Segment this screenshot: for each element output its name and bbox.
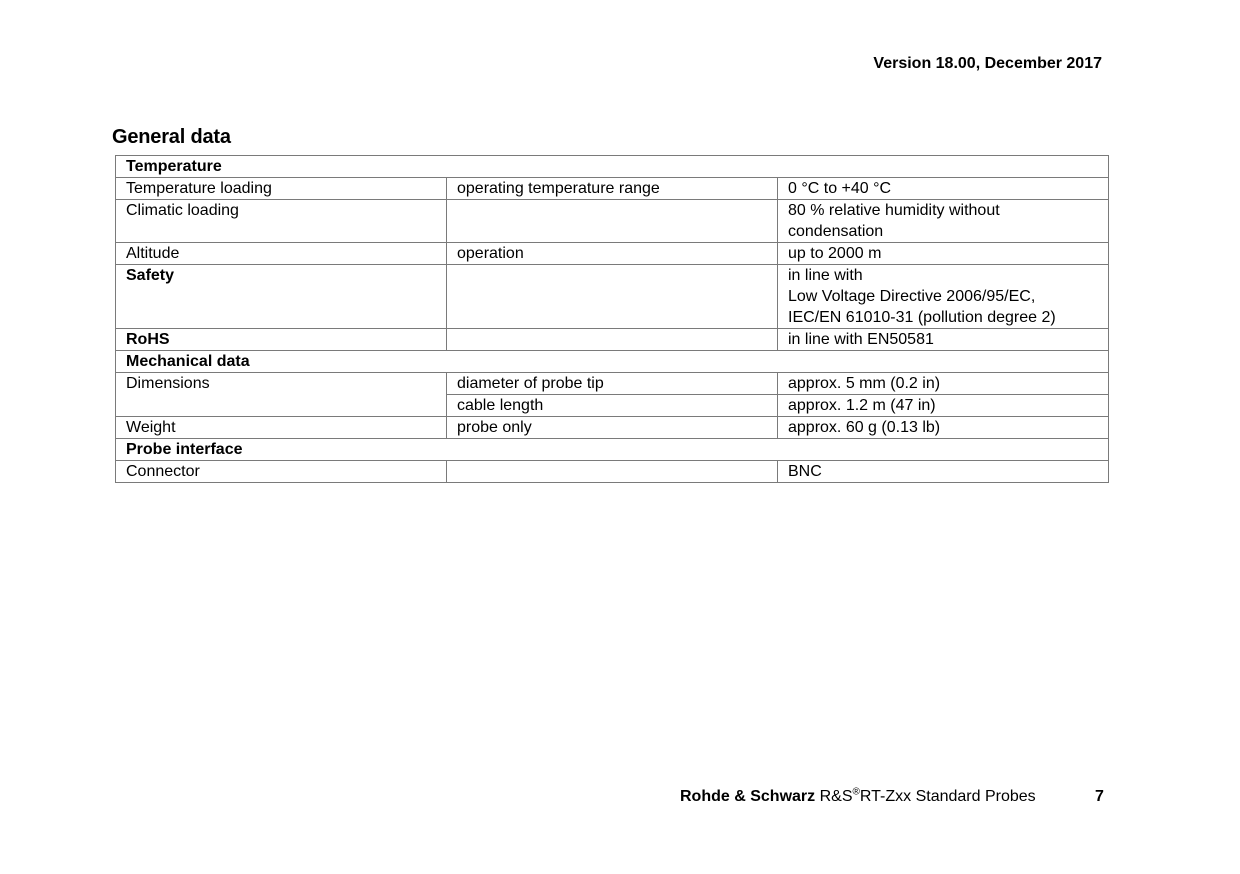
row-value: up to 2000 m bbox=[778, 243, 1109, 265]
section-title: General data bbox=[112, 126, 231, 148]
row-parameter bbox=[447, 200, 778, 243]
safety-line: IEC/EN 61010-31 (pollution degree 2) bbox=[788, 309, 1056, 326]
group-heading-mechanical: Mechanical data bbox=[116, 351, 1109, 373]
row-value: approx. 60 g (0.13 lb) bbox=[778, 417, 1109, 439]
table-row bbox=[116, 329, 1109, 351]
general-data-table bbox=[115, 155, 1109, 483]
row-value: 0 °C to +40 °C bbox=[778, 178, 1109, 200]
row-label: Climatic loading bbox=[116, 200, 447, 243]
table-row bbox=[116, 200, 1109, 243]
table-row bbox=[116, 265, 1109, 329]
table-row bbox=[116, 461, 1109, 483]
footer-product-name: RT-Zxx Standard Probes bbox=[859, 788, 1036, 805]
table-row bbox=[116, 178, 1109, 200]
row-label-dimensions: Dimensions bbox=[116, 373, 447, 417]
group-heading-temperature: Temperature bbox=[116, 156, 1109, 178]
table-row bbox=[116, 156, 1109, 178]
row-value-safety bbox=[778, 265, 1109, 329]
row-label: Altitude bbox=[116, 243, 447, 265]
row-parameter bbox=[447, 461, 778, 483]
row-label-safety: Safety bbox=[116, 265, 447, 329]
registered-mark: ® bbox=[852, 786, 860, 798]
row-parameter: probe only bbox=[447, 417, 778, 439]
page-number: 7 bbox=[1095, 788, 1104, 805]
safety-line: in line with bbox=[788, 267, 863, 284]
row-parameter bbox=[447, 329, 778, 351]
row-value: BNC bbox=[778, 461, 1109, 483]
page-footer bbox=[680, 786, 1036, 808]
safety-line: Low Voltage Directive 2006/95/EC, bbox=[788, 288, 1036, 305]
row-parameter: operating temperature range bbox=[447, 178, 778, 200]
row-parameter: operation bbox=[447, 243, 778, 265]
row-value: approx. 1.2 m (47 in) bbox=[778, 395, 1109, 417]
row-label: Temperature loading bbox=[116, 178, 447, 200]
footer-product bbox=[820, 788, 1036, 805]
row-value: approx. 5 mm (0.2 in) bbox=[778, 373, 1109, 395]
table-row bbox=[116, 351, 1109, 373]
row-parameter: cable length bbox=[447, 395, 778, 417]
footer-product-prefix: R&S bbox=[819, 788, 853, 805]
row-value: 80 % relative humidity without condensation bbox=[778, 200, 1109, 243]
table-row bbox=[116, 417, 1109, 439]
row-parameter bbox=[447, 265, 778, 329]
row-label: Connector bbox=[116, 461, 447, 483]
table-row bbox=[116, 373, 1109, 395]
footer-brand: Rohde & Schwarz bbox=[680, 788, 816, 805]
table-row bbox=[116, 439, 1109, 461]
group-heading-probe-interface: Probe interface bbox=[116, 439, 1109, 461]
row-label: Weight bbox=[116, 417, 447, 439]
row-label-rohs: RoHS bbox=[116, 329, 447, 351]
version-header: Version 18.00, December 2017 bbox=[873, 55, 1102, 72]
table-row bbox=[116, 243, 1109, 265]
row-parameter: diameter of probe tip bbox=[447, 373, 778, 395]
row-value: in line with EN50581 bbox=[778, 329, 1109, 351]
